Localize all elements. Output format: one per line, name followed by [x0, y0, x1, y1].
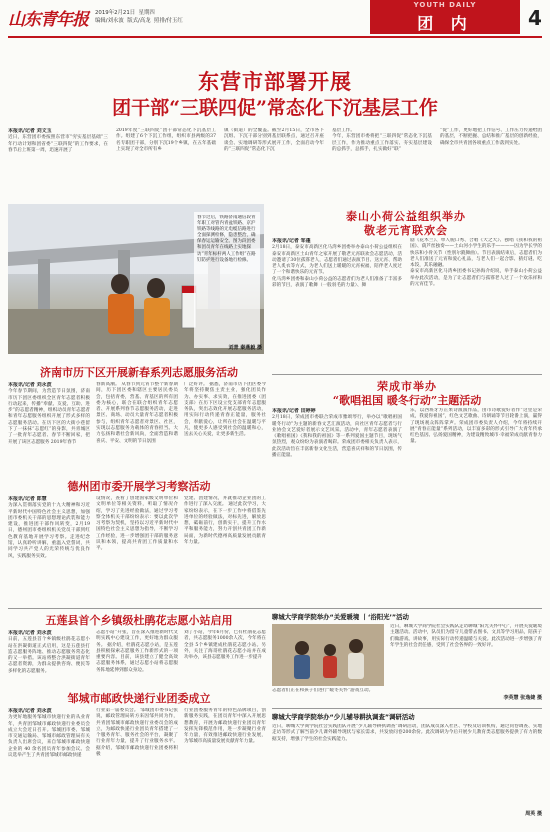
taishan-col2-text: 剧《花木兰》、单人脱口秀、合唱《大之大》、独唱《我和我的祖国》、葫芦丝独奏——土山河小学生的乐手————因为学长学的快乐和小骨关节（性别尔跷舞曲）。节目表演结束后，志愿者们为老人们准送了元宵和爱心礼品，与老人们一起合影、猜灯谜、吃本饺，其乐融融。 泰安市高新区化马湾乡团委书记孙海介绍说，举手泰山小荷公益举办此次活动，是为了让志愿者们与孤寡老人过了一个欢乐祥和的元宵佳节。 [410, 238, 542, 288]
photo-credit: 刘青 秦燕毅 摄 [228, 345, 262, 351]
dezhou-col1 [8, 496, 90, 604]
jinan-col1-text: 今年春节期间，为营造节日氛围，济南市历下团区委组织全区青年志愿者积极行动起来，传播“奉献、友爱、互助、进步”的志愿者精神，组织动员青年志愿者和青年志愿服务组织开展了形式多样的志愿服务活动。在历下区的大街小巷留下了一抹抹“志愿红”的身影，共青城区了一批青年志愿者、春节不断回家，把开展了该区志愿服务 2019年春节 [8, 389, 90, 445]
dezhou-col2-text: 设情况，查看了创建国家级文明单位和文明单位等相关资料，听取了情况介绍，学习了先进经验做法，通过学习考察全体机关干部纷纷表示：要以此次学习考察为契机，坚持以习近平新时代中国特色社会主义思想为指导，不断学习工作经验，进一步增强团干部的服务意识和本领，提高共青团工作质量和水平。 [96, 496, 178, 552]
photo-caption: 春节过后，铁路济南通信段青年职工对管内青盆铁路、京沪铁路等线路的无电缆信路进行全面探测检修，隐患整治，确保春运运输安全。图为段团委和团员青年在线路上实地探访“青年标杆两人工作组”在路钉防护进行设备地行检修。 [197, 215, 256, 263]
liaocheng2-title: 聊城大学商学院举办“少儿辅导耕执调查”调研活动 [272, 713, 415, 721]
rongcheng-divider [272, 374, 542, 375]
wulian-col1 [8, 630, 90, 686]
page-number: 4 [528, 6, 542, 30]
section-title: 团 内 [417, 14, 473, 33]
lead-byline: 本报讯/记者 刘文玉 [8, 128, 52, 134]
taishan-byline: 本报讯/记者 邹蓬 [272, 238, 311, 244]
liaocheng1-title: 聊城大学商学院举办“关爱暖境 丨‘浴阳光’”活动 [272, 613, 409, 621]
liaocheng1-text: 近日，聊城大学商学院社会实践队走访聊城“阳光关怀中心”，开展关爱暖境主题活动。活动中，队员们为留守儿童带去图书、文具等学习用品，陪孩子们做游戏、讲故事，用实际行动传递温暖与关爱。此次活动进一步增强了青年学生的社会责任感，受到了社会各界的一致好评。 [390, 624, 542, 648]
logo-text: 山东青年报 [8, 10, 88, 30]
lead-col2-text: 2019年度“三联四促”团干部常态化下沉基层工作。组建了6个下沉工作组，组织市县两级的37名专职团干部，分别下沉19个乡镇，在五年基础上实现了对全市所有乡 [116, 128, 216, 152]
liaocheng2-box [272, 712, 542, 826]
railway-photo [8, 204, 264, 354]
zoucheng-col1 [8, 708, 90, 826]
section-banner [370, 0, 520, 34]
issue-date: 2019年2月21日 [95, 10, 136, 16]
jinan-col1 [8, 382, 90, 468]
dezhou-col1-text: 为深入贯彻落实党的十九大精神和习近平新时代中国特色社会主义思想，加强团市委机关干部的思想理论武装和能力建设，推进团干部作风转变，2月19日，德州团市委组织机关党员干部到红色教育基地开展学习考察。走进纪念馆，认真聆听讲解，重温入党誓词，共同学习共产党人的光荣传统与优良作风，实践服务实效。 [8, 503, 90, 559]
jinan-byline: 本报讯/记者 刘永波 [8, 382, 52, 388]
lead-col4-text: 基层工作。 今年，东营团市委将把“三联四促”常态化下沉基层工作，作为推动重点工作落实、夯实基层建设的总抓手，总抓手，扎实做好“联” [332, 128, 432, 152]
liaocheng2-credit: 周英 摄 [525, 811, 542, 817]
proofreader-credit: 照排/付玉红 [154, 18, 183, 24]
taishan-title-l2: 敬老元宵联欢会 [364, 224, 448, 237]
liaocheng1-photo-caption: 志愿者们正在和孩子们进行“暖冬关怀”游戏互动。 [272, 688, 374, 693]
lead-col1 [8, 128, 108, 202]
editor-credit: 编辑/刘永波 [95, 18, 124, 24]
wulian-divider [8, 608, 542, 609]
zoucheng-col1-text: 为更好地服务邹城市快递行业的从业青年，共青团邹城市邮政快递行业委员会成立大会近日召开。邹城团市委、邹城市交通运输局、邹城市邮政管理局有关负责人出席会议，来自邹城市邮政快递企业的 40 余名团员青年参加会议。会议选举产生了共青团邹城市邮政快递 [8, 715, 90, 759]
photo-caption-box [194, 212, 260, 348]
masthead [0, 0, 550, 34]
headline-line1: 东营市部署开展 [198, 69, 352, 94]
wulian-col2-text: 志愿小站”开张，旨在深入推进新时代文明实践中心建设工作，更好地为群众服务。 据介绍，杜鹃花志愿小站，是五莲县积极探索志愿服务工作新形式的一项重要内容。目前，该县建立了健全高效志愿服务体系，通过志愿小站将志愿服务阵地延伸到群众身边。 [96, 630, 178, 673]
jinan-col3-text: 广泛好评。 据悉，济南市历下团区委今年将坚持聚焦主责主业，强化团员作为、办实事、求实效，在推进团委（团支部）在历下区设立党支部青年志愿服务队，突出志效化开展志愿服务活动，用实际行动传递青春正能量，服务社会，奉献爱心，让所在社会在温暖与平凡，使更多人感受到社会的温暖和心，送去关心关爱，让更多新生活。 [184, 382, 266, 438]
liaocheng1-photo-illustration [272, 624, 384, 686]
wulian-col3-text: 刘了小站，今年6月份，已有杜鹃花志愿者，共志愿服务1000余人次，今年将在全县 5个乡镇建成杜鹃花志愿小站。另外，关注了海哥杜鹃花志愿小站并在成功举办，该县志愿服务工作进一步提升 [184, 630, 266, 661]
taishan-col1-text: 2月18日，泰安市高新区化马湾乡团委举办泰山小荷公益组织在泰安市高新区土山青年之家开展了敬老元宵联欢会志愿活动，活动邀请了30位孤寡老人，志愿者们通过表演节目、送元宵、帮助老人炙衣等方式，为老人们送上暖暖的元宵祝福，陪伴老人度过了一个和谐快乐的元宵节。 化马湾乡团委和泰山小荷公益的志愿者们为老人们准备了丰富多彩的节目，表演了歌舞（一般羽毛的力量）、舞 [272, 245, 402, 289]
masthead-logo [8, 5, 88, 31]
liaocheng1-photo [272, 624, 384, 686]
jinan-title: 济南市历下区开展新春系列志愿服务活动 [40, 366, 238, 379]
wulian-title: 五莲县首个乡镇级杜鹃花志愿小站启用 [45, 614, 233, 627]
lead-col5-text: “促”工作，更好地把工作信号、工作压力传递给团的基层，不断把握、总结和推广基层的创新经验，确保全市共青团各项重点工作落到实处。 [440, 128, 542, 146]
taishan-title-l1: 泰山小荷公益组织举办 [346, 210, 466, 223]
headline-line2: 团干部“三联四促”常态化下沉基层工作 [112, 97, 438, 119]
wulian-col1-text: 日前，五莲县首个乡镇级杜鹃花志愿小站在洪凝街道正式启用，这是五莲县打造志愿服务阵地、推动志愿服务常态化的又一举措。该站将整合洪凝街道青年志愿者资源，为群众提供咨询、便民等多样化的志愿服务。 [8, 637, 90, 674]
masthead-meta [95, 9, 265, 25]
wulian-byline: 本报讯/记者 刘永波 [8, 630, 52, 636]
taishan-col1 [272, 238, 402, 374]
designer-credit: 版式/高龙 [127, 18, 151, 24]
masthead-rule [8, 36, 542, 38]
lead-col1-text: 近日，东营团市委按照东营市“穷实基层基础”三年行动计划和团省委“三联四促”的工作要求，在春节后上班第一周，迅速开展了 [8, 135, 108, 153]
zoucheng-col2-text: 行业第一届委员会。 邹城团市委书记张说，邮政管理局转方来因邹共同为作，共青团邹城市邮政快递行业委员会的成立，为邮政快递行业团员青年搭建了一个服务青年、服务社会的平台，凝聚了行业青年力量，提升了行业服务水平。据介绍，邹城市邮政快递行业团委将积极 [96, 708, 178, 758]
jinan-col2-text: 春新高潮。 从春节到元宵节整个新春期间，历下团区委和辖区主要居民委员会，包括青委，营基、青基区的所有团委为核心，联合在联合组织青年志愿者、开展系列春节志愿服务活动，走进景区、商场、动员大量青年志愿者积极参与，组织青年志愿者对景区、社区，实现以志愿服务为载体的青春担当。大力弘扬和谐社会新风尚，全面营造和谐喜庆、平安、文明的节日氛围 [96, 382, 178, 444]
dezhou-byline: 本报讯/记者 郎慧 [8, 496, 47, 502]
dezhou-col3-text: 党建、团建情况，并就推动企业团的工作进行了深入交流。 通过此次学习，大家纷纷表示，在下一步工作中将借鉴先进单位的经验做法，对标先进，解放思想，砥砺前行，创新实干，提升工作水平和服务能力，努力开创共青团工作新局面，为新时代德州高质量发展贡献青年力量。 [184, 496, 266, 546]
brand-label: YOUTH DAILY [413, 1, 477, 9]
zoucheng-byline: 本报讯/记者 刘永波 [8, 708, 52, 714]
lead-article [8, 128, 542, 202]
liaocheng2-divider [272, 708, 542, 709]
rongcheng-title-l2: “歌唱祖国 暖冬行动”主题活动 [332, 394, 482, 407]
dezhou-title: 德州团市委开展学习考察活动 [67, 480, 211, 493]
liaocheng2-text: 近日，聊城大学商学院社会实践团队开展“少儿辅导耕执调查”调研活动，团队成员深入社区、学校及培训机构，通过问卷调查、实地走访等形式了解当前少儿课外辅导现状与家长需求，共发放问卷200余份。此次调研为今后开展少儿教育类志愿服务提供了有力的数据支持，增强了学生的社会实践能力。 [272, 724, 542, 742]
zoucheng-col3-text: 行业团委服务青年的特色品牌项目，创新服务实践，在团员青年中深入开展思想教育，开展为邮政快递行业团员青年发挥先锋模范作用，进一步凝聚行业青年力量，有效推进邮政快递行业发展，为邹城市高质量发展贡献青年力量。 [184, 708, 266, 745]
rongcheng-col1-text: 2月18日，荣成团市委联合荣成市雅颂琴行，举办以“歌唱祖国 暖冬行动”为主题的新春文艺汇演活动，向社区青年志愿者与行业协会文艺爱好者展示文艺风采。活动中，青年志愿者表演了《歌唱祖国》《我和我的祖国》等一系列爱国主题节目，现场气氛热烈，观众纷纷为表演者喝彩。荣成团市委相关负责人表示，此次活动旨在丰富新春文化生活，营造喜庆祥和的节日氛围，传播正能量。 [272, 415, 402, 459]
rongcheng-col1 [272, 408, 402, 604]
rongcheng-col2-text: 乐，以西班牙方正果诗演演作品，由市诗歌爱好者作“这里是荣成，我爱你祖国”，红色文艺歌曲、诗朗诵等节目轮番上演，赢得了现场观众阵阵掌声。荣成团市委负责人介绍，今年将持续开展“青春正能量”系列活动，以丰富多彩的形式引导广大青年传承红色基因、弘扬爱国精神，为建设精致城市·幸福荣成贡献青春力量。 [410, 408, 542, 445]
zoucheng-title: 邹城市邮政快递行业团委成立 [67, 692, 211, 705]
lead-col3-text: 镇（街道）的全覆盖。截至2月15日，全市各下沉组、下沉干部分别到基层联系点，通过召开座谈会、实地调研等形式展开工作，全面启动今年的“三联四促”常态化下沉 [224, 128, 324, 152]
rongcheng-byline: 本报讯/记者 田婷婷 [272, 408, 316, 414]
liaocheng1-credit: 李英慧 张逸婕 摄 [503, 695, 542, 701]
rongcheng-title-l1: 荣成市举办 [377, 380, 437, 393]
issue-weekday: 星期四 [138, 10, 155, 16]
liaocheng1-box [272, 612, 542, 704]
